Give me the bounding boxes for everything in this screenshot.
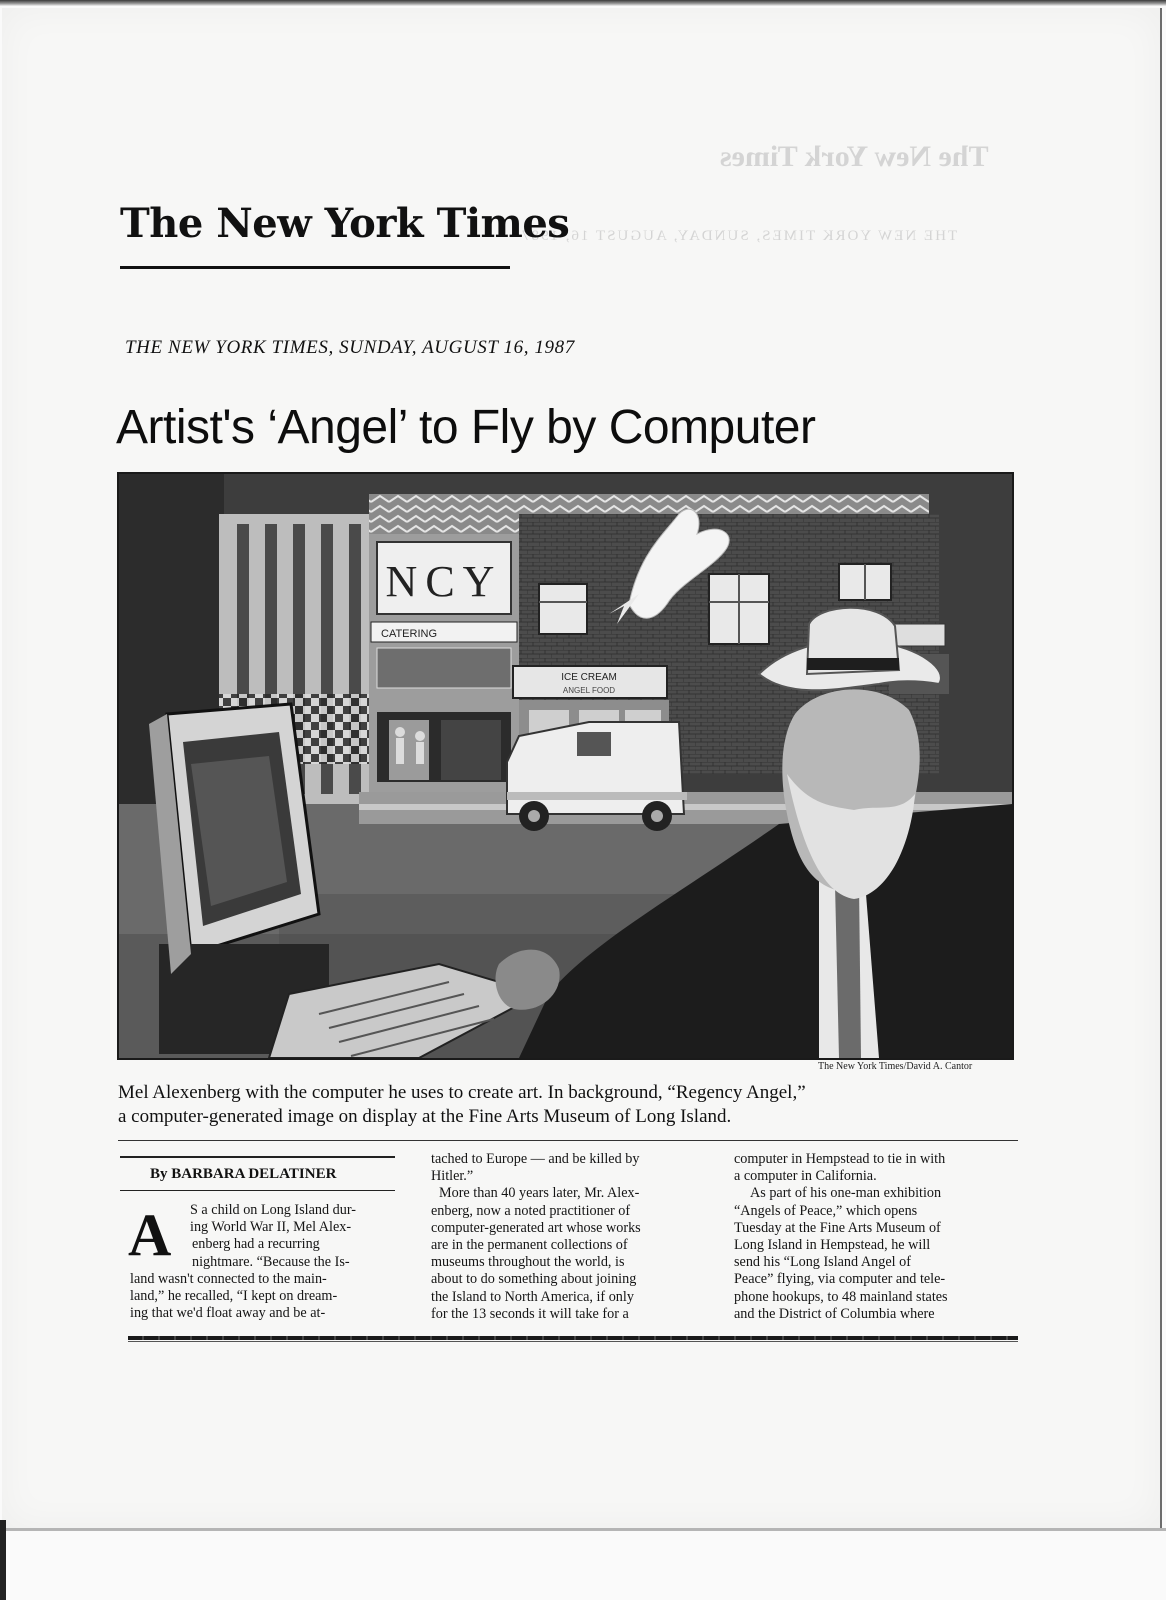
article-line: ing World War II, Mel Alex- [190,1219,352,1236]
article-line: land wasn't connected to the main- [130,1270,327,1287]
scan-top-edge [0,0,1166,6]
photo-van [507,722,687,831]
article-byline: By BARBARA DELATINER [150,1166,337,1182]
article-photo [117,472,1014,1060]
photo-illustration [119,474,1012,1058]
article-bottom-rule-thin [128,1341,1018,1342]
article-line: about to do something about joining [431,1271,637,1288]
byline-rule-bottom [120,1190,395,1191]
article-line: the Island to North America, if only [431,1288,634,1305]
article-headline: Artist's ‘Angel’ to Fly by Computer [116,401,816,454]
article-line: Tuesday at the Fine Arts Museum of [734,1219,941,1236]
article-line: phone hookups, to 48 mainland states [734,1288,948,1305]
article-column-3 [734,1151,1016,1323]
article-line: As part of his one-man exhibition [750,1185,942,1202]
photo-sign-regency: NCY [385,557,503,606]
article-column-2 [431,1151,711,1323]
article-line: a computer in California. [734,1168,877,1185]
article-column-1 [130,1202,412,1322]
caption-line: a computer-generated image on display at the Fine Arts Museum of Long Island. [118,1106,732,1127]
caption-line: Mel Alexenberg with the computer he uses to create art. In background, “Regency Angel,” [118,1082,806,1103]
article-line: More than 40 years later, Mr. Alex- [439,1185,640,1202]
drop-cap: A [128,1202,172,1268]
article-line: are in the permanent collections of [431,1237,628,1254]
article-line: “Angels of Peace,” which opens [734,1202,918,1219]
photo-sign-catering: CATERING [381,628,438,640]
article-line: tached to Europe — and be killed by [431,1151,640,1167]
show-through-masthead: The New York Times [720,140,989,173]
photo-sign-ice-cream: ICE CREAM [561,672,617,683]
article-line: computer in Hempstead to tie in with [734,1151,946,1167]
show-through-dateline: THE NEW YORK TIMES, SUNDAY, AUGUST 16, 1987 [520,228,958,244]
masthead-underline [120,266,510,269]
scan-left-edge-mark [0,1520,6,1600]
article-line: enberg, now a noted practitioner of [431,1202,631,1219]
article-line: and the District of Columbia where [734,1305,935,1322]
article-line: S a child on Long Island dur- [190,1202,356,1218]
article-bottom-rule [128,1336,1018,1340]
article-line: computer-generated art whose works [431,1219,641,1236]
article-line: Long Island in Hempstead, he will [734,1237,931,1254]
photo-sign-angel-food: ANGEL FOOD [562,686,616,695]
article-line: send his “Long Island Angel of [734,1254,911,1271]
caption-divider [118,1140,1018,1141]
article-line: nightmare. “Because the Is- [192,1253,350,1270]
article-line: ing that we'd float away and be at- [130,1305,326,1322]
byline-rule-top [120,1156,395,1158]
article-line: for the 13 seconds it will take for a [431,1305,629,1322]
article-line: land,” he recalled, “I kept on dream- [130,1288,338,1305]
photo-credit: The New York Times/David A. Cantor [818,1061,973,1072]
dateline: THE NEW YORK TIMES, SUNDAY, AUGUST 16, 1987 [125,337,575,358]
newspaper-masthead: The New York Times [120,200,570,247]
photo-caption [118,1081,1018,1129]
article-line: Peace” flying, via computer and tele- [734,1271,946,1288]
article-line: Hitler.” [431,1168,474,1185]
article-line: museums throughout the world, is [431,1254,625,1271]
article-line: enberg had a recurring [192,1236,320,1253]
scan-bottom-edge [0,1528,1166,1531]
